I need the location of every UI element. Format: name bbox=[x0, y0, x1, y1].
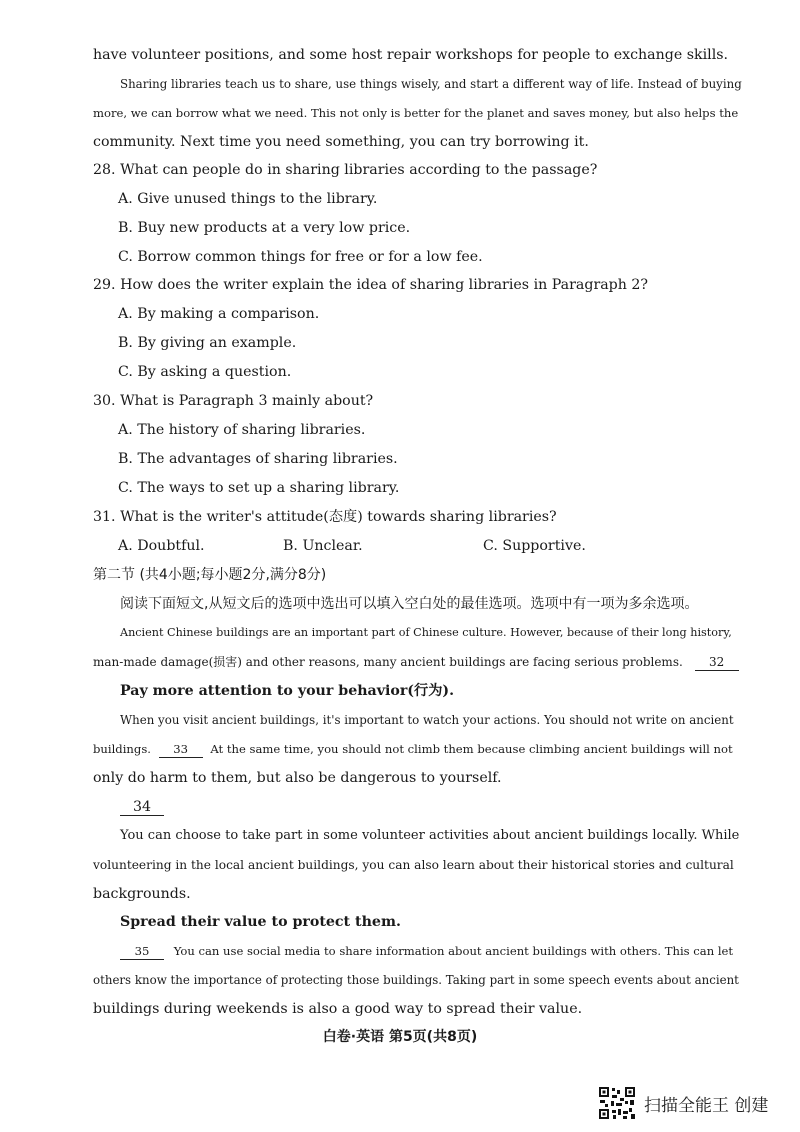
subheading: Pay more attention to your behavior(行为). bbox=[120, 683, 455, 699]
passage-line: others know the importance of protecting those buildings. Taking part in some speech events about ancient bbox=[93, 973, 739, 987]
passage-line: volunteering in the local ancient buildings, you can also learn about their historical stories and cultural bbox=[93, 858, 734, 872]
passage-line bbox=[120, 942, 733, 960]
passage-line: buildings during weekends is also a good way to spread their value. bbox=[93, 1001, 583, 1017]
option: A. Doubtful. bbox=[118, 538, 205, 554]
passage-line: backgrounds. bbox=[93, 886, 191, 902]
question-29-stem: 29. How does the writer explain the idea of sharing libraries in Paragraph 2? bbox=[93, 277, 649, 293]
passage-line bbox=[93, 653, 739, 671]
option: B. Unclear. bbox=[283, 538, 363, 554]
blank-34: 34 bbox=[120, 799, 164, 816]
option: C. By asking a question. bbox=[118, 364, 292, 380]
passage-line: When you visit ancient buildings, it's important to watch your actions. You should not write on ancient bbox=[120, 713, 734, 727]
option: B. Buy new products at a very low price. bbox=[118, 220, 411, 236]
blank-33: 33 bbox=[159, 741, 203, 758]
question-30-stem: 30. What is Paragraph 3 mainly about? bbox=[93, 393, 374, 409]
page-footer: 白卷·英语 第5页(共8页) bbox=[322, 1029, 478, 1045]
passage-line: community. Next time you need something, you can try borrowing it. bbox=[93, 134, 589, 150]
passage-text: At the same time, you should not climb them because climbing ancient buildings will not bbox=[210, 742, 733, 756]
option: C. Borrow common things for free or for a low fee. bbox=[118, 249, 483, 265]
question-28-stem: 28. What can people do in sharing libraries according to the passage? bbox=[93, 162, 598, 178]
subheading: Spread their value to protect them. bbox=[120, 914, 401, 930]
option: A. By making a comparison. bbox=[118, 306, 320, 322]
option: C. The ways to set up a sharing library. bbox=[118, 480, 400, 496]
passage-line: only do harm to them, but also be dangerous to yourself. bbox=[93, 770, 502, 786]
passage-text: You can use social media to share information about ancient buildings with others. This can let bbox=[173, 944, 734, 958]
passage-text: man-made damage(损害) and other reasons, many ancient buildings are facing serious problems. bbox=[93, 655, 683, 669]
qr-code-icon bbox=[598, 1086, 636, 1120]
option: B. By giving an example. bbox=[118, 335, 297, 351]
blank-32: 32 bbox=[695, 654, 739, 671]
passage-line bbox=[120, 798, 164, 816]
question-31-stem: 31. What is the writer's attitude(态度) towards sharing libraries? bbox=[93, 509, 557, 525]
section-heading: 第二节 (共4小题;每小题2分,满分8分) bbox=[93, 567, 327, 583]
option: C. Supportive. bbox=[483, 538, 586, 554]
passage-line: more, we can borrow what we need. This not only is better for the planet and saves money, but also helps the bbox=[93, 106, 739, 120]
option: B. The advantages of sharing libraries. bbox=[118, 451, 398, 467]
passage-text: buildings. bbox=[93, 742, 151, 756]
watermark-text: 扫描全能王 创建 bbox=[644, 1095, 769, 1116]
section-instruction: 阅读下面短文,从短文后的选项中选出可以填入空白处的最佳选项。选项中有一项为多余选项。 bbox=[120, 596, 699, 612]
passage-line: Sharing libraries teach us to share, use things wisely, and start a different way of life. Instead of buying bbox=[120, 77, 742, 91]
option: A. Give unused things to the library. bbox=[118, 191, 378, 207]
scanner-watermark bbox=[598, 1086, 768, 1120]
blank-35: 35 bbox=[120, 943, 164, 960]
passage-line: Ancient Chinese buildings are an important part of Chinese culture. However, because of their long history, bbox=[120, 626, 732, 639]
option: A. The history of sharing libraries. bbox=[118, 422, 366, 438]
passage-line bbox=[93, 740, 733, 758]
passage-line: have volunteer positions, and some host repair workshops for people to exchange skills. bbox=[93, 47, 729, 63]
passage-line: You can choose to take part in some volunteer activities about ancient buildings locally. While bbox=[120, 828, 740, 843]
